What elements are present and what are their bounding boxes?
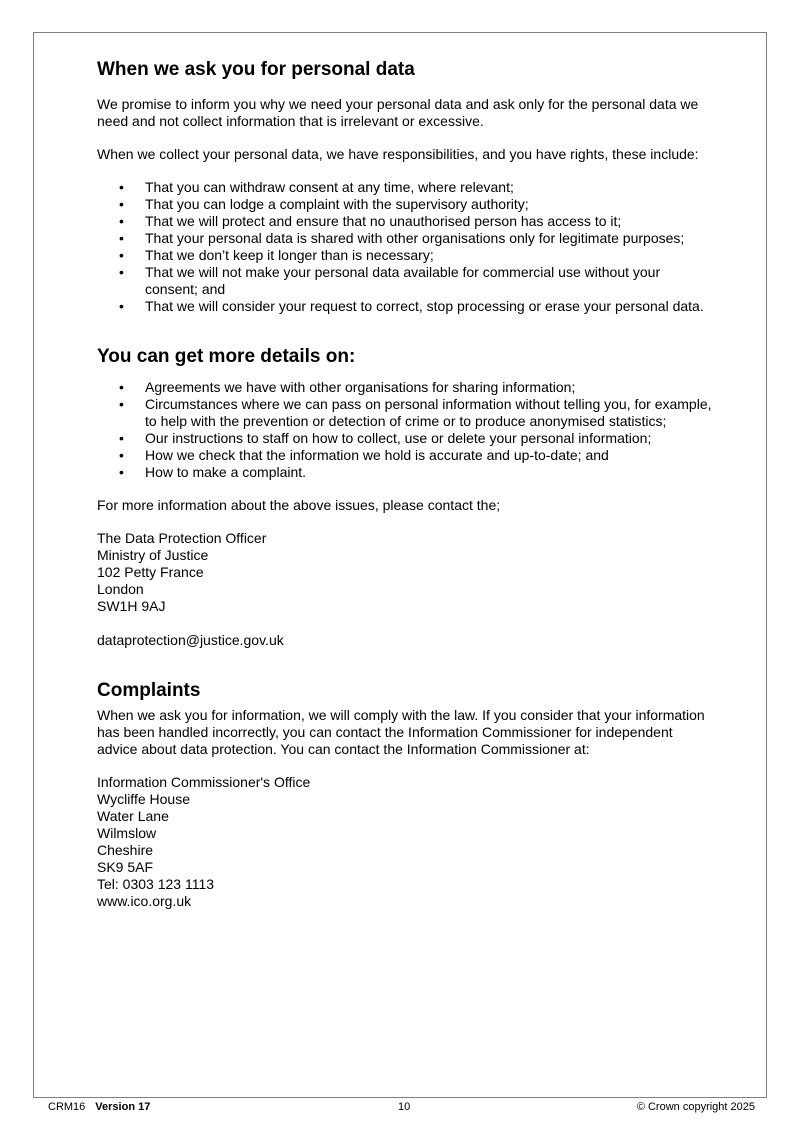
bullet-icon: • bbox=[119, 179, 124, 195]
page-number: 10 bbox=[398, 1101, 411, 1113]
bullet-icon: • bbox=[119, 379, 124, 395]
address-line: Wilmslow bbox=[97, 825, 157, 841]
address-line: The Data Protection Officer bbox=[97, 530, 267, 546]
bullet-icon: • bbox=[119, 230, 124, 246]
list-item: • That you can lodge a complaint with the supervisory authority; bbox=[119, 196, 529, 212]
list-item: • How we check that the information we hold is accurate and up-to-date; and bbox=[119, 447, 609, 463]
bullet-icon: • bbox=[119, 430, 124, 446]
address-line: Cheshire bbox=[97, 842, 154, 858]
paragraph: We promise to inform you why we need your personal data and ask only for the personal data we need and not collect information that is irrelevant or excessive. bbox=[97, 96, 699, 129]
address-line: 102 Petty France bbox=[97, 564, 204, 580]
form-code: CRM16 bbox=[48, 1101, 86, 1113]
footer-form-id bbox=[48, 1101, 150, 1114]
bullet-icon: • bbox=[119, 247, 124, 263]
version-label: Version 17 bbox=[95, 1101, 151, 1113]
bullet-icon: • bbox=[119, 264, 124, 280]
list-item: • That we will consider your request to correct, stop processing or erase your personal data. bbox=[119, 298, 704, 314]
details-list bbox=[97, 379, 712, 481]
list-item: • That your personal data is shared with other organisations only for legitimate purposes; bbox=[119, 230, 685, 246]
bullet-icon: • bbox=[119, 213, 124, 229]
address-line: Tel: 0303 123 1113 bbox=[97, 876, 215, 892]
bullet-icon: • bbox=[119, 196, 124, 212]
paragraph: When we collect your personal data, we have responsibilities, and you have rights, these include: bbox=[97, 146, 699, 162]
document-body bbox=[97, 56, 712, 910]
address-line: SK9 5AF bbox=[97, 859, 154, 875]
bullet-icon: • bbox=[119, 447, 124, 463]
list-item: • That we will protect and ensure that no unauthorised person has access to it; bbox=[119, 213, 622, 229]
address-line: Water Lane bbox=[97, 808, 169, 824]
heading-personal-data: When we ask you for personal data bbox=[97, 59, 415, 80]
address-line: www.ico.org.uk bbox=[97, 893, 192, 909]
list-item: • That we will not make your personal data available for commercial use without your consent; and bbox=[119, 264, 661, 297]
list-item: • Circumstances where we can pass on personal information without telling you, for example, to help with the prevention or detection of crime or to produce anonymised statistics; bbox=[119, 396, 712, 429]
ico-address bbox=[97, 774, 712, 910]
list-item: • That you can withdraw consent at any time, where relevant; bbox=[119, 179, 514, 195]
address-line: SW1H 9AJ bbox=[97, 598, 166, 614]
address-line: Information Commissioner's Office bbox=[97, 774, 311, 790]
dpo-address bbox=[97, 530, 712, 615]
contact-intro: For more information about the above issues, please contact the; bbox=[97, 497, 501, 513]
dpo-email: dataprotection@justice.gov.uk bbox=[97, 632, 284, 648]
address-line: London bbox=[97, 581, 144, 597]
address-line: Ministry of Justice bbox=[97, 547, 209, 563]
list-item: • That we don’t keep it longer than is necessary; bbox=[119, 247, 434, 263]
bullet-icon: • bbox=[119, 298, 124, 314]
bullet-icon: • bbox=[119, 464, 124, 480]
bullet-icon: • bbox=[119, 396, 124, 412]
list-item: • How to make a complaint. bbox=[119, 464, 307, 480]
paragraph: When we ask you for information, we will comply with the law. If you consider that your information has been handled incorrectly, you can contact the Information Commissioner for independent advice about data protection. You can contact the Information Commissioner at: bbox=[97, 707, 705, 757]
heading-more-details: You can get more details on: bbox=[97, 346, 356, 367]
heading-complaints: Complaints bbox=[97, 680, 201, 701]
list-item: • Our instructions to staff on how to collect, use or delete your personal information; bbox=[119, 430, 652, 446]
address-line: Wycliffe House bbox=[97, 791, 190, 807]
copyright: © Crown copyright 2025 bbox=[636, 1101, 755, 1113]
rights-list bbox=[97, 179, 712, 315]
list-item: • Agreements we have with other organisations for sharing information; bbox=[119, 379, 576, 395]
